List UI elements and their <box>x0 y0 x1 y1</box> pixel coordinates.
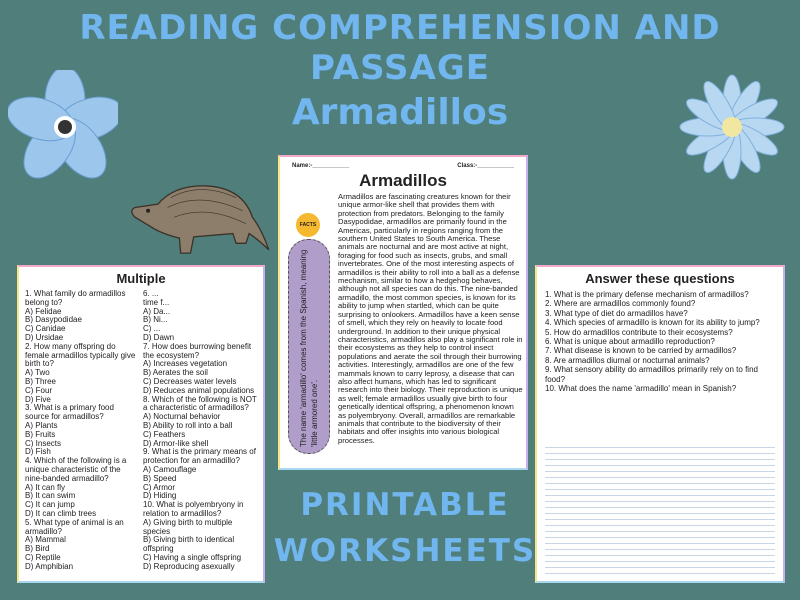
list-item: B) Speed <box>143 473 177 483</box>
list-item: A) Mammal <box>25 535 66 545</box>
printable-label: PRINTABLE <box>300 487 510 523</box>
list-item: time f... <box>143 297 170 307</box>
list-item: 8. Which of the following is NOT a characteristic of armadillos? <box>143 394 257 413</box>
list-item: A) Camouflage <box>143 464 197 474</box>
list-item: D) It can climb trees <box>25 508 97 518</box>
fact-text: The name 'armadillo' comes from the Spanish, meaning 'little armored one'. <box>299 249 319 447</box>
list-item: 10. What does the name 'armadillo' mean in Spanish? <box>545 384 737 394</box>
list-item: B) Bird <box>25 544 50 554</box>
list-item: 3. What type of diet do armadillos have? <box>545 308 688 318</box>
list-item: B) Ni... <box>143 315 168 325</box>
list-item: 4. Which of the following is a unique characteristic of the nine-banded armadillo? <box>25 456 127 483</box>
list-item: A) Da... <box>143 306 171 316</box>
list-item: D) Reproducing asexually <box>143 561 235 571</box>
class-field: Class:-___________ <box>457 163 514 169</box>
list-item: B) Ability to roll into a ball <box>143 420 233 430</box>
list-item: 10. What is polyembryony in relation to armadillos? <box>143 500 244 518</box>
list-item: B) Fruits <box>25 429 56 439</box>
mc-column-1 <box>25 290 139 572</box>
list-item: 5. What type of animal is an armadillo? <box>25 517 124 536</box>
list-item: 1. What is the primary defense mechanism of armadillos? <box>545 290 749 299</box>
page-title: READING COMPREHENSION AND PASSAGE <box>79 8 721 88</box>
list-item: 6. ... <box>143 289 159 298</box>
list-item: B) Aerates the soil <box>143 368 208 378</box>
answer-worksheet <box>535 265 785 583</box>
passage-text: Armadillos are fascinating creatures known for their unique armor-like shell that provides them with protection from predators. Belonging to the family Dasypodidae, armadillos are primarily found in the Americas, particularly in regions ranging from the southern United States to South America. These animals are nocturnal and are most active at night, foraging for food such as insects, grubs, and small invertebrates. One of the most interesting aspects of armadillos is their ability to roll into a ball as a defense mechanism, similar to how a hedgehog behaves, although not all species can do this. The nine-banded armadillo, the most common species, is known for its ability to jump when startled, which can be quite surprising to onlookers. Armadillos have a keen sense of smell, which they rely on heavily to locate food underground. In addition to their unique physical characteristics, armadillos also play a significant role in their ecosystems as they help to control insect populations and aerate the soil through their burrowing activities. Interestingly, armadillos are one of the few mammals known to carry leprosy, a disease that can also affect humans, which has led to significant research into their biology. Their reproduction is unique as well; female armadillos usually give birth to four genetically identical offspring, a phenomenon known as polyembryony. Overall, armadillos are remarkable animals that contribute to the biodiversity of their habitats and offer insights into various biological processes. <box>338 192 523 445</box>
armadillo-illustration-icon <box>122 178 272 263</box>
list-item: B) Giving birth to identical offspring <box>143 535 235 554</box>
subtitle: Armadillos <box>291 92 509 133</box>
list-item: 6. What is unique about armadillo reproduction? <box>545 337 715 347</box>
list-item: D) Amphibian <box>25 561 74 571</box>
list-item: 3. What is a primary food source for armadillos? <box>25 403 114 422</box>
list-item: C) ... <box>143 324 161 334</box>
multiple-choice-worksheet <box>17 265 265 583</box>
mc-column-2 <box>143 290 257 572</box>
passage-worksheet <box>278 155 528 470</box>
list-item: 2. How many offspring do female armadillos typically give birth to? <box>25 341 136 369</box>
list-item: 4. Which species of armadillo is known for its ability to jump? <box>545 318 760 328</box>
list-item: C) It can jump <box>25 500 75 510</box>
list-item: C) Canidae <box>25 324 66 334</box>
fact-box <box>288 239 330 454</box>
writing-lines <box>545 442 775 575</box>
list-item: B) Dasypodidae <box>25 315 82 325</box>
list-item: C) Armor <box>143 482 175 492</box>
list-item: A) Two <box>25 368 50 378</box>
list-item: 2. Where are armadillos commonly found? <box>545 299 696 309</box>
list-item: A) Giving birth to multiple species <box>143 517 233 536</box>
worksheets-label: WORKSHEETS <box>273 533 537 569</box>
list-item: 7. What disease is known to be carried by armadillos? <box>545 346 737 356</box>
list-item: D) Hiding <box>143 491 177 501</box>
list-item: 9. What is the primary means of protection for an armadillo? <box>143 447 256 466</box>
list-item: A) Felidae <box>25 306 62 316</box>
list-item: D) Fish <box>25 447 51 457</box>
list-item: A) Plants <box>25 420 58 430</box>
answer-title: Answer these questions <box>585 271 735 286</box>
mc-title: Multiple <box>116 271 166 286</box>
list-item: B) It can swim <box>25 491 76 501</box>
list-item: 9. What sensory ability do armadillos primarily rely on to find food? <box>545 365 758 384</box>
list-item: 8. Are armadillos diurnal or nocturnal animals? <box>545 355 710 365</box>
list-item: D) Armor-like shell <box>143 438 209 448</box>
list-item: C) Feathers <box>143 429 186 439</box>
list-item: 1. What family do armadillos belong to? <box>25 289 126 307</box>
list-item: C) Decreases water levels <box>143 376 237 386</box>
list-item: A) It can fly <box>25 482 66 492</box>
list-item: A) Increases vegetation <box>143 359 228 369</box>
facts-badge-icon <box>296 213 320 237</box>
passage-title: Armadillos <box>359 171 447 190</box>
list-item: C) Reptile <box>25 552 61 562</box>
list-item: 7. How does burrowing benefit the ecosystem? <box>143 341 252 360</box>
list-item: B) Three <box>25 376 56 386</box>
list-item: D) Ursidae <box>25 332 64 342</box>
list-item: D) Reduces animal populations <box>143 385 255 395</box>
list-item: C) Having a single offspring <box>143 552 242 562</box>
list-item: C) Insects <box>25 438 62 448</box>
name-field: Name:-___________ <box>292 163 350 169</box>
list-item: D) Dawn <box>143 332 175 342</box>
list-item: A) Nocturnal behavior <box>143 412 221 422</box>
answer-questions <box>537 287 783 396</box>
facts-badge-label: FACTS <box>299 222 317 228</box>
list-item: C) Four <box>25 385 53 395</box>
list-item: 5. How do armadillos contribute to their ecosystems? <box>545 327 733 337</box>
list-item: D) Five <box>25 394 51 404</box>
